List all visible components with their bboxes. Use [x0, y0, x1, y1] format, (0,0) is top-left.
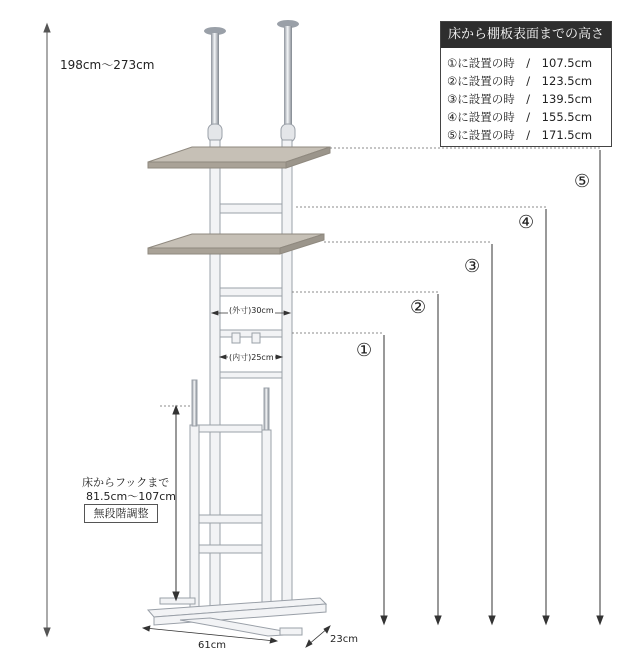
overall-height-dimension — [44, 24, 50, 636]
overall-height-label: 198cm〜273cm — [60, 58, 155, 72]
position-marker-5: ⑤ — [574, 171, 591, 192]
inner-width-label: (内寸)25cm — [229, 353, 274, 362]
heights-row: ⑤に設置の時 / 171.5cm — [447, 128, 593, 142]
position-marker-3: ③ — [464, 256, 481, 277]
base-frame — [148, 598, 326, 636]
position-leaders — [160, 148, 600, 406]
hook-note-line1: 床からフックまで — [82, 476, 170, 489]
heights-row: ④に設置の時 / 155.5cm — [447, 110, 593, 124]
heights-row: ①に設置の時 / 107.5cm — [447, 56, 593, 70]
upright-frame — [210, 140, 292, 610]
outer-width-label: (外寸)30cm — [229, 306, 274, 315]
hook-note-line2: 81.5cm〜107cm — [86, 490, 177, 503]
heights-row: ②に設置の時 / 123.5cm — [447, 74, 593, 88]
base-depth-label: 23cm — [330, 634, 358, 645]
shelf-upper — [148, 147, 330, 168]
base-width-label: 61cm — [198, 640, 226, 651]
position-marker-4: ④ — [518, 212, 535, 233]
heights-table-title: 床から棚板表面までの高さ — [441, 22, 611, 48]
stepless-adjustment-badge: 無段階調整 — [84, 504, 158, 523]
position-arrows — [381, 150, 603, 624]
hanger-frame — [190, 380, 271, 615]
heights-row: ③に設置の時 / 139.5cm — [447, 92, 593, 106]
shelf-lower — [148, 234, 324, 254]
position-marker-1: ① — [356, 340, 373, 361]
ceiling-poles — [204, 20, 299, 142]
heights-table — [440, 21, 612, 147]
position-marker-2: ② — [410, 297, 427, 318]
